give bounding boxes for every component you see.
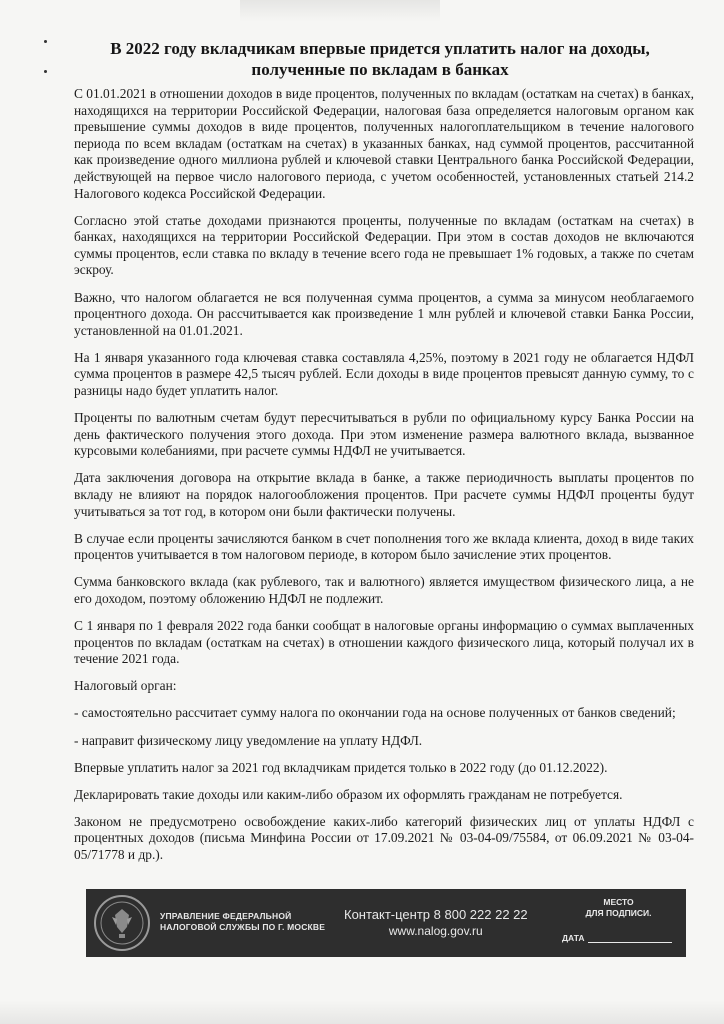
department-line: НАЛОГОВОЙ СЛУЖБЫ ПО Г. МОСКВЕ bbox=[160, 922, 326, 932]
signature-label: ДЛЯ ПОДПИСИ. bbox=[585, 908, 652, 918]
paragraph: Согласно этой статье доходами признаются проценты, полученные по вкладам (остаткам на счетах) в банках, находящихся на территории Российской Федерации. При этом в состав доходов не включаются суммы процентов, если ставка по вкладу в течение всего года не превышает 1% годовых, а также по счетам эскроу. bbox=[74, 212, 694, 278]
paragraph: Декларировать такие доходы или каким-либо образом их оформлять гражданам не потребуется. bbox=[74, 786, 623, 802]
department-name bbox=[160, 911, 325, 933]
document-title: В 2022 году вкладчикам впервые придется уплатить налог на доходы, полученные по вкладам в банках bbox=[110, 39, 650, 79]
paragraph: На 1 января указанного года ключевая ставка составляла 4,25%, поэтому в 2021 году не облагается НДФЛ сумма процентов в размере 42,5 тысяч рублей. Если доходы в виде процентов превысят данную сумму, то с разницы надо будет уплатить налог. bbox=[74, 349, 694, 398]
date-field bbox=[562, 933, 672, 943]
scan-dot bbox=[44, 70, 47, 73]
footer-banner bbox=[86, 889, 686, 957]
department-line: УПРАВЛЕНИЕ ФЕДЕРАЛЬНОЙ bbox=[160, 911, 292, 921]
scan-edge bbox=[0, 1000, 724, 1024]
paragraph: Дата заключения договора на открытие вклада в банке, а также периодичность выплаты процентов по вкладу не влияют на порядок налогообложения процентов. При расчете суммы НДФЛ проценты будут учитываться за тот год, в котором они были фактически получены. bbox=[74, 470, 694, 519]
date-underline bbox=[588, 942, 672, 943]
date-label: ДАТА bbox=[562, 933, 585, 943]
document-body bbox=[74, 86, 694, 874]
paragraph: Впервые уплатить налог за 2021 год вкладчикам придется только в 2022 году (до 01.12.2022). bbox=[74, 759, 608, 775]
scan-dot bbox=[44, 40, 47, 43]
paragraph: В случае если проценты зачисляются банком в счет пополнения того же вклада клиента, доход в виде таких процентов учитывается в том налоговом периоде, в котором было зачисление этих процентов. bbox=[74, 530, 694, 563]
signature-label: МЕСТО bbox=[603, 897, 634, 907]
paragraph: - направит физическому лицу уведомление на уплату НДФЛ. bbox=[74, 732, 423, 748]
paragraph: Проценты по валютным счетам будут пересчитываться в рубли по официальному курсу Банка России на день фактического получения этого дохода. При этом изменение размера валютного вклада, вызванное курсовыми колебаниями, при расчете суммы НДФЛ не учитывается. bbox=[74, 410, 694, 459]
contact-block bbox=[344, 907, 528, 939]
paragraph: Сумма банковского вклада (как рублевого, так и валютного) является имуществом физического лица, а не его доходом, поэтому обложению НДФЛ не подлежит. bbox=[74, 574, 694, 606]
paragraph: С 1 января по 1 февраля 2022 года банки сообщат в налоговые органы информацию о суммах выплаченных процентов по вкладам (остаткам на счетах) в отношении каждого физического лица, который получал их в течение 2021 года. bbox=[74, 618, 694, 667]
website-link[interactable]: www.nalog.gov.ru bbox=[388, 924, 483, 938]
contact-center: Контакт-центр 8 800 222 22 22 bbox=[344, 907, 528, 922]
paragraph: - самостоятельно рассчитает сумму налога по окончании года на основе полученных от банков сведений; bbox=[74, 705, 676, 721]
paragraph: С 01.01.2021 в отношении доходов в виде процентов, полученных по вкладам (остаткам на счетах) в банках, находящихся на территории Российской Федерации, налоговая база определяется налоговым органом как превышение суммы доходов в виде процентов, полученных налогоплательщиком в течение налогового периода по всем вкладам (остаткам на счетах) в указанных банках, над суммой процентов, рассчитанной как произведение одного миллиона рублей и ключевой ставки Центрального банка Российской Федерации, действующей на первое число налогового периода, с учетом особенностей, установленных статьей 214.2 Налогового кодекса Российской Федерации. bbox=[74, 86, 694, 201]
paragraph: Важно, что налогом облагается не вся полученная сумма процентов, а сумма за минусом необлагаемого процентного дохода. Он рассчитывается как произведение 1 млн рублей и ключевой ставки Банка России, установленной на 01.01.2021. bbox=[74, 289, 694, 338]
paragraph: Законом не предусмотрено освобождение каких-либо категорий физических лиц от уплаты НДФЛ с процентных доходов (письма Минфина России от 17.09.2021 № 03-04-09/75584, от 06.09.2021 № 03-04-05/71778 и др.). bbox=[74, 813, 694, 862]
tax-service-emblem-icon bbox=[94, 895, 150, 951]
paragraph: Налоговый орган: bbox=[74, 678, 177, 694]
scan-smudge bbox=[240, 0, 440, 22]
signature-place bbox=[556, 897, 681, 919]
